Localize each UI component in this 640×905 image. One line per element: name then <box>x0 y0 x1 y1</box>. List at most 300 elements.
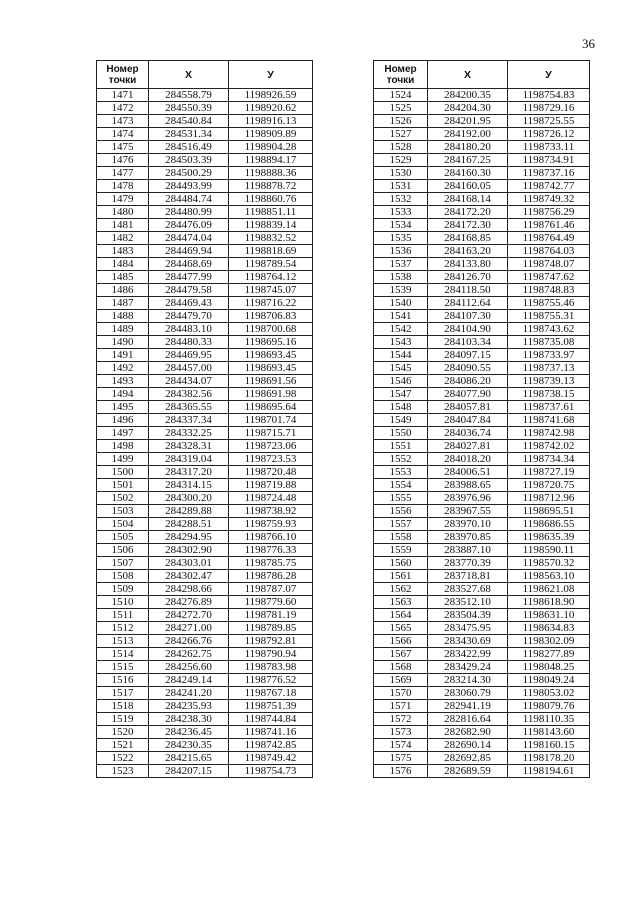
table-row <box>374 128 590 141</box>
x-coordinate-cell: 284503.39 <box>149 154 229 167</box>
point-number-cell: 1534 <box>374 219 428 232</box>
table-row <box>374 505 590 518</box>
table-row <box>374 362 590 375</box>
point-number-cell: 1525 <box>374 102 428 115</box>
point-number-cell: 1574 <box>374 739 428 752</box>
x-coordinate-cell: 284018.20 <box>428 453 508 466</box>
point-number-cell: 1496 <box>97 414 149 427</box>
point-number-cell: 1576 <box>374 765 428 778</box>
table-row <box>374 518 590 531</box>
x-coordinate-cell: 284480.99 <box>149 206 229 219</box>
y-coordinate-cell: 1198779.60 <box>229 596 313 609</box>
table-row <box>97 440 313 453</box>
y-coordinate-cell: 1198776.52 <box>229 674 313 687</box>
y-coordinate-cell: 1198691.98 <box>229 388 313 401</box>
table-row <box>374 297 590 310</box>
x-coordinate-cell: 284540.84 <box>149 115 229 128</box>
y-coordinate-cell: 1198686.55 <box>508 518 590 531</box>
point-number-cell: 1554 <box>374 479 428 492</box>
x-coordinate-cell: 284027.81 <box>428 440 508 453</box>
y-header: У <box>508 61 590 89</box>
point-number-cell: 1481 <box>97 219 149 232</box>
x-coordinate-cell: 283988.65 <box>428 479 508 492</box>
x-coordinate-cell: 284516.49 <box>149 141 229 154</box>
table-row <box>97 362 313 375</box>
y-coordinate-cell: 1198734.34 <box>508 453 590 466</box>
y-coordinate-cell: 1198716.22 <box>229 297 313 310</box>
x-coordinate-cell: 284160.05 <box>428 180 508 193</box>
point-number-cell: 1509 <box>97 583 149 596</box>
x-coordinate-cell: 284167.25 <box>428 154 508 167</box>
point-number-cell: 1553 <box>374 466 428 479</box>
y-coordinate-cell: 1198756.29 <box>508 206 590 219</box>
y-coordinate-cell: 1198695.51 <box>508 505 590 518</box>
x-coordinate-cell: 284266.76 <box>149 635 229 648</box>
point-number-cell: 1493 <box>97 375 149 388</box>
y-coordinate-cell: 1198727.19 <box>508 466 590 479</box>
table-row <box>374 440 590 453</box>
point-number-cell: 1538 <box>374 271 428 284</box>
table-row <box>97 141 313 154</box>
point-number-cell: 1508 <box>97 570 149 583</box>
table-row <box>97 375 313 388</box>
y-coordinate-cell: 1198724.48 <box>229 492 313 505</box>
y-coordinate-cell: 1198909.89 <box>229 128 313 141</box>
y-coordinate-cell: 1198860.76 <box>229 193 313 206</box>
point-number-cell: 1482 <box>97 232 149 245</box>
y-coordinate-cell: 1198737.16 <box>508 167 590 180</box>
table-row <box>97 765 313 778</box>
y-coordinate-cell: 1198789.85 <box>229 622 313 635</box>
point-number-cell: 1472 <box>97 102 149 115</box>
table-row <box>374 570 590 583</box>
x-coordinate-cell: 283512.10 <box>428 596 508 609</box>
x-coordinate-cell: 284337.34 <box>149 414 229 427</box>
y-coordinate-cell: 1198742.77 <box>508 180 590 193</box>
x-coordinate-cell: 282682.90 <box>428 726 508 739</box>
x-coordinate-cell: 284469.95 <box>149 349 229 362</box>
y-coordinate-cell: 1198700.68 <box>229 323 313 336</box>
x-coordinate-cell: 284272.70 <box>149 609 229 622</box>
point-number-cell: 1514 <box>97 648 149 661</box>
x-coordinate-cell: 284302.47 <box>149 570 229 583</box>
table-row <box>97 739 313 752</box>
table-row <box>97 180 313 193</box>
y-coordinate-cell: 1198767.18 <box>229 687 313 700</box>
y-coordinate-cell: 1198747.62 <box>508 271 590 284</box>
y-coordinate-cell: 1198738.92 <box>229 505 313 518</box>
y-coordinate-cell: 1198049.24 <box>508 674 590 687</box>
y-coordinate-cell: 1198888.36 <box>229 167 313 180</box>
point-number-cell: 1504 <box>97 518 149 531</box>
table-row <box>97 323 313 336</box>
table-row <box>374 310 590 323</box>
table-row <box>97 570 313 583</box>
point-number-cell: 1570 <box>374 687 428 700</box>
table-row <box>374 713 590 726</box>
table-row <box>374 388 590 401</box>
point-number-cell: 1491 <box>97 349 149 362</box>
x-coordinate-cell: 284236.45 <box>149 726 229 739</box>
table-row <box>97 245 313 258</box>
x-coordinate-cell: 284365.55 <box>149 401 229 414</box>
y-coordinate-cell: 1198748.83 <box>508 284 590 297</box>
point-number-cell: 1528 <box>374 141 428 154</box>
x-coordinate-cell: 284168.14 <box>428 193 508 206</box>
y-coordinate-cell: 1198160.15 <box>508 739 590 752</box>
y-coordinate-cell: 1198691.56 <box>229 375 313 388</box>
table-row <box>374 531 590 544</box>
x-coordinate-cell: 284276.89 <box>149 596 229 609</box>
point-number-cell: 1556 <box>374 505 428 518</box>
table-row <box>97 297 313 310</box>
x-coordinate-cell: 284382.56 <box>149 388 229 401</box>
point-number-cell: 1498 <box>97 440 149 453</box>
x-coordinate-cell: 284550.39 <box>149 102 229 115</box>
x-coordinate-cell: 283422.99 <box>428 648 508 661</box>
point-number-cell: 1552 <box>374 453 428 466</box>
point-number-cell: 1523 <box>97 765 149 778</box>
table-row <box>374 206 590 219</box>
x-coordinate-cell: 284215.65 <box>149 752 229 765</box>
y-coordinate-cell: 1198766.10 <box>229 531 313 544</box>
point-number-cell: 1561 <box>374 570 428 583</box>
point-number-cell: 1545 <box>374 362 428 375</box>
point-number-cell: 1526 <box>374 115 428 128</box>
x-coordinate-cell: 284047.84 <box>428 414 508 427</box>
y-coordinate-cell: 1198634.83 <box>508 622 590 635</box>
point-number-cell: 1519 <box>97 713 149 726</box>
y-coordinate-cell: 1198916.13 <box>229 115 313 128</box>
point-number-cell: 1513 <box>97 635 149 648</box>
y-coordinate-cell: 1198110.35 <box>508 713 590 726</box>
x-coordinate-cell: 282689.59 <box>428 765 508 778</box>
table-row <box>374 336 590 349</box>
y-coordinate-cell: 1198737.13 <box>508 362 590 375</box>
y-coordinate-cell: 1198742.02 <box>508 440 590 453</box>
x-coordinate-cell: 284249.14 <box>149 674 229 687</box>
point-number-cell: 1542 <box>374 323 428 336</box>
table-row <box>97 89 313 102</box>
table-row <box>97 206 313 219</box>
table-row <box>97 232 313 245</box>
x-coordinate-cell: 284479.58 <box>149 284 229 297</box>
point-number-cell: 1502 <box>97 492 149 505</box>
point-number-cell: 1537 <box>374 258 428 271</box>
y-coordinate-cell: 1198733.97 <box>508 349 590 362</box>
table-row <box>97 609 313 622</box>
y-coordinate-cell: 1198759.93 <box>229 518 313 531</box>
point-number-cell: 1473 <box>97 115 149 128</box>
y-coordinate-cell: 1198764.12 <box>229 271 313 284</box>
x-coordinate-cell: 282692.85 <box>428 752 508 765</box>
y-coordinate-cell: 1198851.11 <box>229 206 313 219</box>
y-coordinate-cell: 1198904.28 <box>229 141 313 154</box>
x-coordinate-cell: 284332.25 <box>149 427 229 440</box>
table-row <box>374 180 590 193</box>
point-number-cell: 1565 <box>374 622 428 635</box>
x-coordinate-cell: 284469.94 <box>149 245 229 258</box>
x-coordinate-cell: 284479.70 <box>149 310 229 323</box>
y-coordinate-cell: 1198926.59 <box>229 89 313 102</box>
point-number-cell: 1480 <box>97 206 149 219</box>
x-coordinate-cell: 284057.81 <box>428 401 508 414</box>
table-row <box>374 193 590 206</box>
point-number-cell: 1478 <box>97 180 149 193</box>
point-number-cell: 1546 <box>374 375 428 388</box>
table-row <box>97 388 313 401</box>
table-header-row <box>97 61 313 89</box>
point-number-cell: 1543 <box>374 336 428 349</box>
y-coordinate-cell: 1198751.39 <box>229 700 313 713</box>
x-coordinate-cell: 283970.10 <box>428 518 508 531</box>
y-coordinate-cell: 1198701.74 <box>229 414 313 427</box>
table-row <box>374 323 590 336</box>
x-coordinate-cell: 284103.34 <box>428 336 508 349</box>
y-coordinate-cell: 1198735.08 <box>508 336 590 349</box>
y-coordinate-cell: 1198920.62 <box>229 102 313 115</box>
point-number-cell: 1501 <box>97 479 149 492</box>
point-number-cell: 1479 <box>97 193 149 206</box>
point-number-cell: 1474 <box>97 128 149 141</box>
point-number-cell: 1506 <box>97 544 149 557</box>
x-coordinate-cell: 283430.69 <box>428 635 508 648</box>
point-number-cell: 1489 <box>97 323 149 336</box>
point-number-cell: 1503 <box>97 505 149 518</box>
y-coordinate-cell: 1198749.42 <box>229 752 313 765</box>
x-coordinate-cell: 284118.50 <box>428 284 508 297</box>
y-coordinate-cell: 1198734.91 <box>508 154 590 167</box>
point-number-cell: 1510 <box>97 596 149 609</box>
table-row <box>97 167 313 180</box>
table-row <box>374 596 590 609</box>
point-number-cell: 1505 <box>97 531 149 544</box>
table-row <box>97 635 313 648</box>
table-row <box>374 154 590 167</box>
y-coordinate-cell: 1198761.46 <box>508 219 590 232</box>
y-coordinate-cell: 1198733.11 <box>508 141 590 154</box>
table-row <box>97 596 313 609</box>
x-coordinate-cell: 283475.95 <box>428 622 508 635</box>
x-coordinate-cell: 284477.99 <box>149 271 229 284</box>
table-row <box>374 271 590 284</box>
x-coordinate-cell: 284262.75 <box>149 648 229 661</box>
table-row <box>97 115 313 128</box>
y-coordinate-cell: 1198719.88 <box>229 479 313 492</box>
point-number-cell: 1492 <box>97 362 149 375</box>
x-coordinate-cell: 284484.74 <box>149 193 229 206</box>
point-number-cell: 1533 <box>374 206 428 219</box>
x-coordinate-cell: 283060.79 <box>428 687 508 700</box>
point-number-cell: 1476 <box>97 154 149 167</box>
y-coordinate-cell: 1198725.55 <box>508 115 590 128</box>
y-coordinate-cell: 1198764.49 <box>508 232 590 245</box>
point-number-cell: 1522 <box>97 752 149 765</box>
table-row <box>97 102 313 115</box>
point-number-cell: 1572 <box>374 713 428 726</box>
y-coordinate-cell: 1198618.90 <box>508 596 590 609</box>
y-coordinate-cell: 1198726.12 <box>508 128 590 141</box>
table-row <box>97 583 313 596</box>
x-coordinate-cell: 284201.95 <box>428 115 508 128</box>
point-number-cell: 1549 <box>374 414 428 427</box>
x-coordinate-cell: 283527.68 <box>428 583 508 596</box>
y-coordinate-cell: 1198729.16 <box>508 102 590 115</box>
y-coordinate-cell: 1198839.14 <box>229 219 313 232</box>
point-number-cell: 1566 <box>374 635 428 648</box>
x-coordinate-cell: 284036.74 <box>428 427 508 440</box>
y-coordinate-cell: 1198712.96 <box>508 492 590 505</box>
x-coordinate-cell: 284531.34 <box>149 128 229 141</box>
y-coordinate-cell: 1198776.33 <box>229 544 313 557</box>
table-header-row <box>374 61 590 89</box>
y-coordinate-cell: 1198738.15 <box>508 388 590 401</box>
table-row <box>97 284 313 297</box>
table-row <box>374 219 590 232</box>
table-row <box>97 349 313 362</box>
table-row <box>374 739 590 752</box>
point-number-cell: 1516 <box>97 674 149 687</box>
table-row <box>374 700 590 713</box>
point-number-cell: 1521 <box>97 739 149 752</box>
y-coordinate-cell: 1198693.45 <box>229 349 313 362</box>
table-row <box>97 622 313 635</box>
x-coordinate-cell: 284241.20 <box>149 687 229 700</box>
y-coordinate-cell: 1198706.83 <box>229 310 313 323</box>
x-coordinate-cell: 283970.85 <box>428 531 508 544</box>
x-coordinate-cell: 283429.24 <box>428 661 508 674</box>
x-coordinate-cell: 284006.51 <box>428 466 508 479</box>
y-coordinate-cell: 1198739.13 <box>508 375 590 388</box>
table-row <box>97 492 313 505</box>
x-coordinate-cell: 284077.90 <box>428 388 508 401</box>
point-number-cell: 1500 <box>97 466 149 479</box>
point-number-cell: 1517 <box>97 687 149 700</box>
point-number-cell: 1529 <box>374 154 428 167</box>
x-coordinate-cell: 284200.35 <box>428 89 508 102</box>
table-row <box>374 661 590 674</box>
y-coordinate-cell: 1198832.52 <box>229 232 313 245</box>
x-coordinate-cell: 284090.55 <box>428 362 508 375</box>
table-row <box>97 557 313 570</box>
y-coordinate-cell: 1198745.07 <box>229 284 313 297</box>
point-number-cell: 1532 <box>374 193 428 206</box>
table-row <box>97 193 313 206</box>
point-number-cell: 1475 <box>97 141 149 154</box>
point-number-cell: 1486 <box>97 284 149 297</box>
table-row <box>374 765 590 778</box>
x-coordinate-cell: 284168.85 <box>428 232 508 245</box>
table-row <box>97 427 313 440</box>
point-number-cell: 1494 <box>97 388 149 401</box>
y-coordinate-cell: 1198790.94 <box>229 648 313 661</box>
point-number-cell: 1511 <box>97 609 149 622</box>
point-number-cell: 1550 <box>374 427 428 440</box>
x-coordinate-cell: 284314.15 <box>149 479 229 492</box>
table-row <box>97 700 313 713</box>
point-number-cell: 1499 <box>97 453 149 466</box>
page-number: 36 <box>582 36 595 51</box>
y-coordinate-cell: 1198786.28 <box>229 570 313 583</box>
table-row <box>374 674 590 687</box>
x-coordinate-cell: 284207.15 <box>149 765 229 778</box>
table-row <box>374 583 590 596</box>
x-coordinate-cell: 284493.99 <box>149 180 229 193</box>
x-coordinate-cell: 284328.31 <box>149 440 229 453</box>
y-coordinate-cell: 1198818.69 <box>229 245 313 258</box>
y-coordinate-cell: 1198743.62 <box>508 323 590 336</box>
point-number-cell: 1531 <box>374 180 428 193</box>
y-coordinate-cell: 1198079.76 <box>508 700 590 713</box>
coordinates-table-left <box>96 60 313 778</box>
table-row <box>374 635 590 648</box>
table-row <box>374 375 590 388</box>
table-row <box>97 271 313 284</box>
x-coordinate-cell: 283887.10 <box>428 544 508 557</box>
y-coordinate-cell: 1198755.31 <box>508 310 590 323</box>
point-number-cell: 1567 <box>374 648 428 661</box>
point-number-cell: 1487 <box>97 297 149 310</box>
point-number-cell: 1495 <box>97 401 149 414</box>
y-coordinate-cell: 1198723.53 <box>229 453 313 466</box>
table-row <box>374 726 590 739</box>
point-number-cell: 1484 <box>97 258 149 271</box>
table-row <box>97 336 313 349</box>
y-coordinate-cell: 1198764.03 <box>508 245 590 258</box>
y-coordinate-cell: 1198693.45 <box>229 362 313 375</box>
point-number-cell: 1471 <box>97 89 149 102</box>
point-number-cell: 1539 <box>374 284 428 297</box>
table-row <box>97 414 313 427</box>
point-number-cell: 1541 <box>374 310 428 323</box>
y-header: У <box>229 61 313 89</box>
point-number-cell: 1569 <box>374 674 428 687</box>
y-coordinate-cell: 1198621.08 <box>508 583 590 596</box>
point-number-cell: 1477 <box>97 167 149 180</box>
table-row <box>97 401 313 414</box>
table-row <box>97 752 313 765</box>
x-coordinate-cell: 284288.51 <box>149 518 229 531</box>
x-coordinate-cell: 282690.14 <box>428 739 508 752</box>
y-coordinate-cell: 1198695.64 <box>229 401 313 414</box>
x-coordinate-cell: 284112.64 <box>428 297 508 310</box>
point-number-cell: 1507 <box>97 557 149 570</box>
y-coordinate-cell: 1198787.07 <box>229 583 313 596</box>
table-row <box>97 687 313 700</box>
y-coordinate-cell: 1198570.32 <box>508 557 590 570</box>
y-coordinate-cell: 1198563.10 <box>508 570 590 583</box>
y-coordinate-cell: 1198143.60 <box>508 726 590 739</box>
table-row <box>97 518 313 531</box>
y-coordinate-cell: 1198194.61 <box>508 765 590 778</box>
x-coordinate-cell: 283770.39 <box>428 557 508 570</box>
point-number-cell: 1488 <box>97 310 149 323</box>
table-row <box>374 245 590 258</box>
y-coordinate-cell: 1198737.61 <box>508 401 590 414</box>
y-coordinate-cell: 1198715.71 <box>229 427 313 440</box>
x-coordinate-cell: 282816.64 <box>428 713 508 726</box>
table-row <box>97 479 313 492</box>
table-row <box>374 167 590 180</box>
x-coordinate-cell: 284133.80 <box>428 258 508 271</box>
x-coordinate-cell: 284469.43 <box>149 297 229 310</box>
table-row <box>374 609 590 622</box>
point-number-cell: 1490 <box>97 336 149 349</box>
y-coordinate-cell: 1198635.39 <box>508 531 590 544</box>
y-coordinate-cell: 1198631.10 <box>508 609 590 622</box>
y-coordinate-cell: 1198695.16 <box>229 336 313 349</box>
x-coordinate-cell: 284172.20 <box>428 206 508 219</box>
